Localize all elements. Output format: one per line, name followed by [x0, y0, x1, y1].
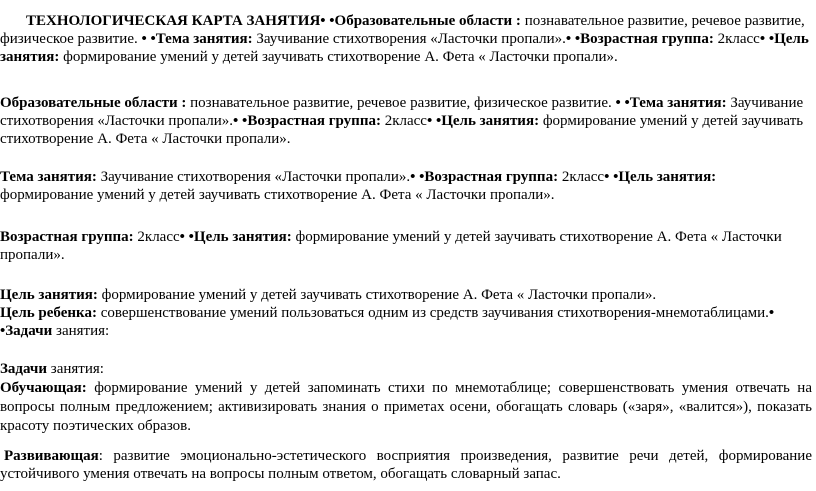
goal-label: Цель занятия: [0, 287, 102, 303]
bullet-mark: • • [565, 31, 581, 47]
goal-text: формирование умений у детей заучивать стихотворение А. Фета « Ласточки пропали». [0, 187, 555, 203]
teaching-label: Обучающая: [0, 380, 87, 396]
bullet-mark: • • [0, 305, 775, 339]
age-text: 2класс [137, 229, 180, 245]
paragraph-areas [0, 94, 812, 148]
tasks-label: Задачи [5, 323, 53, 339]
bullet-mark: • • [426, 113, 442, 129]
paragraph-topic [0, 168, 812, 204]
topic-text: Заучивание стихотворения «Ласточки пропали». [256, 31, 566, 47]
bullet-mark: • • [320, 13, 335, 29]
developing-text: : развитие эмоционально-эстетического восприятия произведения, развитие речи детей, формирование устойчивого умения отвечать на вопросы полным ответом, обогащать словарный запас. [0, 448, 812, 482]
topic-label: Тема занятия: [0, 169, 101, 185]
areas-label: Образовательные области : [334, 13, 525, 29]
areas-text: познавательное развитие, речевое развитие, физическое развитие. [190, 95, 616, 111]
teaching-text: формирование умений у детей запоминать стихи по мнемотаблице; совершенствовать умения отвечать на вопросы полным предложением; активизировать знания о приметах осени, обогащать словарь («заря», «валится»), показать красоту поэтических образов. [0, 380, 812, 434]
developing-label: Развивающая [4, 448, 99, 464]
topic-text: Заучивание стихотворения «Ласточки пропали». [100, 169, 411, 185]
bullet-mark: • • [759, 31, 775, 47]
goal-label: Цель занятия: [618, 169, 717, 185]
age-label: Возрастная группа: [424, 169, 562, 185]
age-text: 2класс [717, 31, 760, 47]
goal-text: формирование умений у детей заучивать стихотворение А. Фета « Ласточки пропали». [0, 229, 782, 263]
tasks-text: занятия: [52, 323, 110, 339]
age-label: Возрастная группа: [0, 229, 138, 245]
child-goal-label: Цель ребенка: [0, 305, 101, 321]
age-text: 2класс [561, 169, 605, 185]
paragraph-header [0, 12, 812, 66]
topic-label: Тема занятия: [155, 31, 257, 47]
tasks-text: занятия: [47, 361, 104, 377]
tasks-label: Задачи [0, 361, 48, 377]
age-label: Возрастная группа: [580, 31, 718, 47]
bullet-mark: • • [604, 169, 619, 185]
topic-text: Заучивание стихотворения «Ласточки пропали». [0, 95, 804, 129]
child-goal-text: совершенствование умений пользоваться одним из средств заучивания стихотворения-мнемотаблицами. [100, 305, 769, 321]
bullet-mark: • • [410, 169, 425, 185]
goal-text: формирование умений у детей заучивать стихотворение А. Фета « Ласточки пропали». [0, 113, 804, 147]
age-text: 2класс [384, 113, 427, 129]
areas-label: Образовательные области : [0, 95, 191, 111]
areas-text: познавательное развитие, речевое развитие, физическое развитие. [0, 13, 805, 47]
bullet-mark: • • [233, 113, 248, 129]
bullet-mark: • • [179, 229, 194, 245]
bullet-mark: • • [141, 31, 156, 47]
age-label: Возрастная группа: [247, 113, 385, 129]
paragraph-developing [0, 447, 812, 483]
goal-text: формирование умений у детей заучивать стихотворение А. Фета « Ласточки пропали». [63, 49, 618, 65]
goal-label: Цель занятия: [0, 31, 809, 65]
goal-text: формирование умений у детей заучивать стихотворение А. Фета « Ласточки пропали». [101, 287, 657, 303]
bullet-mark: • • [615, 95, 630, 111]
goal-label: Цель занятия: [441, 113, 543, 129]
paragraph-age [0, 228, 812, 264]
doc-title: ТЕХНОЛОГИЧЕСКАЯ КАРТА ЗАНЯТИЯ [26, 13, 321, 29]
topic-label: Тема занятия: [629, 95, 731, 111]
paragraph-goal [0, 286, 812, 340]
goal-label: Цель занятия: [193, 229, 296, 245]
paragraph-tasks [0, 360, 812, 436]
